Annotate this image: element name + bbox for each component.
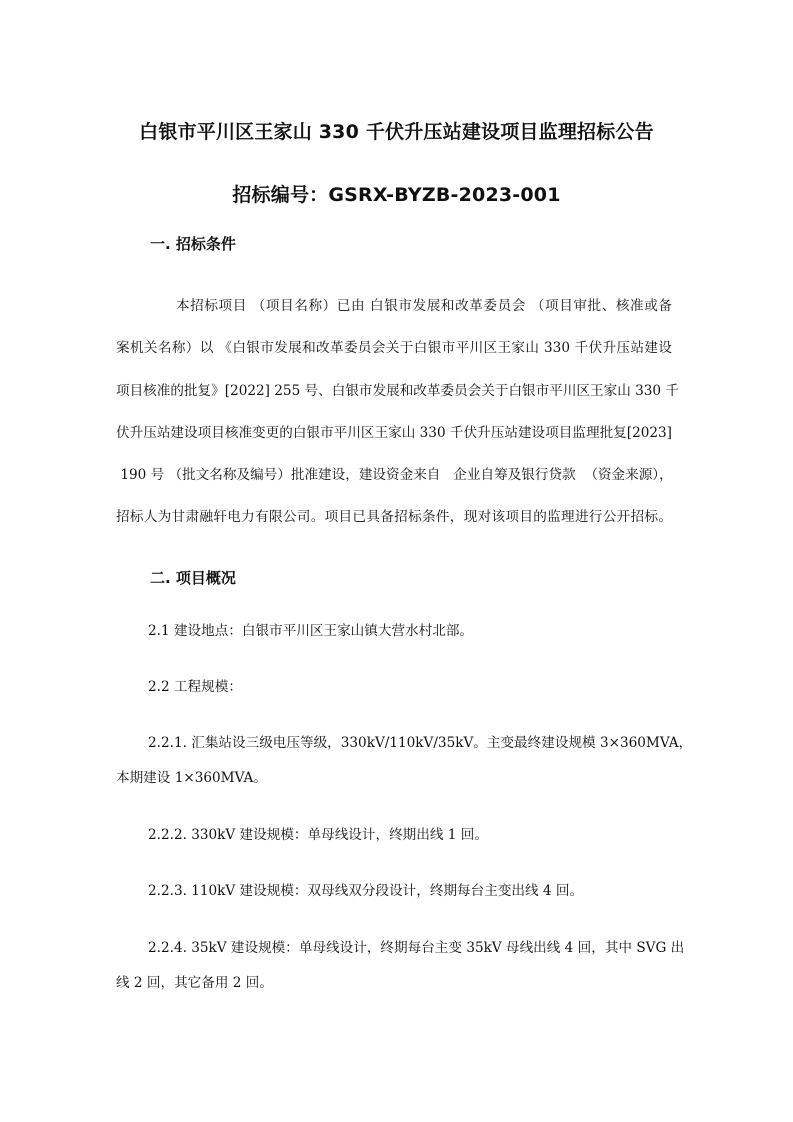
section-heading-project-overview: 二. 项目概况 [150, 569, 236, 587]
document-title: 白银市平川区王家山 330 千伏升压站建设项目监理招标公告 [139, 121, 654, 143]
scale-item-2-2-1: 2.2.1. 汇集站设三级电压等级，330kV/110kV/35kV。主变最终建设规模 3×360MVA， [148, 735, 693, 751]
paragraph-line: 本招标项目 （项目名称）已由 白银市发展和改革委员会 （项目审批、核准或备 [176, 298, 672, 314]
paragraph-line: 伏升压站建设项目核准变更的白银市平川区王家山 330 千伏升压站建设项目监理批复[2023] [116, 425, 672, 441]
paragraph-line: 案机关名称）以 《白银市发展和改革委员会关于白银市平川区王家山 330 千伏升压站建设 [116, 340, 672, 356]
scale-item-2-2-3: 2.2.3. 110kV 建设规模：双母线双分段设计，终期每台主变出线 4 回。 [148, 883, 584, 899]
scale-item-2-2-2: 2.2.2. 330kV 建设规模：单母线设计，终期出线 1 回。 [148, 827, 488, 843]
bid-number: 招标编号：GSRX-BYZB-2023-001 [232, 184, 561, 206]
scale-item-2-2-4: 2.2.4. 35kV 建设规模：单母线设计，终期每台主变 35kV 母线出线 4 回，其中 SVG 出 [148, 940, 685, 956]
construction-location: 2.1 建设地点：白银市平川区王家山镇大营水村北部。 [148, 623, 474, 639]
project-scale-heading: 2.2 工程规模： [148, 679, 242, 695]
paragraph-line: 190 号 （批文名称及编号）批准建设，建设资金来自 企业自筹及银行贷款 （资金来源）， [116, 467, 673, 483]
scale-item-2-2-1-cont: 本期建设 1×360MVA。 [116, 770, 267, 786]
section-heading-bidding-conditions: 一. 招标条件 [150, 235, 236, 253]
scale-item-2-2-4-cont: 线 2 回，其它备用 2 回。 [116, 975, 273, 991]
paragraph-line: 项目核准的批复》[2022] 255 号、白银市发展和改革委员会关于白银市平川区王家山 330 千 [116, 383, 679, 399]
paragraph-line: 招标人为甘肃融轩电力有限公司。项目已具备招标条件，现对该项目的监理进行公开招标。 [116, 509, 672, 525]
